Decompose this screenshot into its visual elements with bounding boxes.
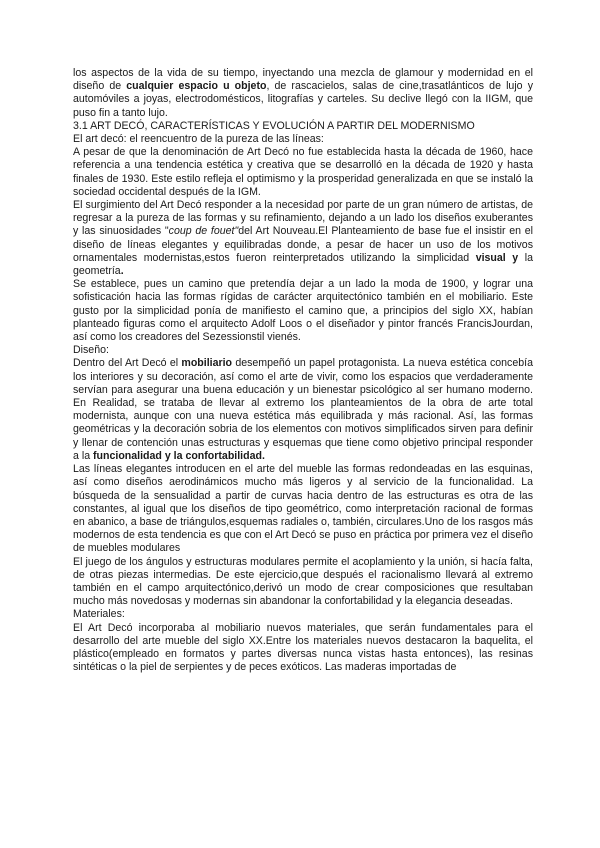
p2-bold-2: . (120, 265, 124, 278)
paragraph-4 (73, 357, 533, 463)
document-page (73, 67, 533, 674)
p2-text-2: del Art Nouveau.El Planteamiento de base fue el insistir en el diseño de líneas elegantes y equilibradas donde, a pesar de hacer un uso de los motivos ornamentales modernistas,estos fueron reinterpretados utilizando la simplicidad (73, 225, 533, 264)
intro-bold: cualquier espacio u objeto (126, 80, 267, 93)
intro-text-2: , de rascacielos, salas de cine,trasatlánticos de lujo y automóviles a joyas, electrodomésticos, litografías y carteles. Su declive llegó con la IIGM, que puso fin a tanto lujo. (73, 80, 533, 119)
paragraph-7: El Art Decó incorporaba al mobiliario nuevos materiales, que serán fundamentales para el desarrollo del arte mueble del siglo XX.Entre los materiales nuevos destacaron la baquelita, el plástico(empleado en formatos y partes diversas nunca vistas hasta entonces), las resinas sintéticas o la piel de serpientes y de peces exóticos. Las maderas importadas de (73, 621, 533, 674)
section-subtitle: El art decó: el reencuentro de la pureza de las líneas: (73, 133, 324, 146)
p4-bold-2: funcionalidad y la confortabilidad. (93, 449, 265, 462)
p4-bold-1: mobiliario (181, 357, 233, 370)
p4-text-1: Dentro del Art Decó el (73, 357, 182, 370)
p2-text-3: la geometría (73, 251, 533, 278)
p2-bold-1: visual y (475, 251, 519, 264)
paragraph-3: Se establece, pues un camino que pretendía dejar a un lado la moda de 1900, y lograr una sofisticación hacia las formas rígidas de carácter arquitectónico también en el mobiliario. Este gusto por la simplicidad ponía de manifiesto el camino que, a principios del siglo XX, habían planteado figuras como el arquitecto Adolf Loos o el diseñador y pintor francés FrancisJourdan, así como los creadores del Sezessionstil vienés. (73, 278, 533, 344)
intro-text-1: los aspectos de la vida de su tiempo, inyectando una mezcla de glamour y modernidad en el diseño de (73, 67, 533, 93)
paragraph-5: Las líneas elegantes introducen en el arte del mueble las formas redondeadas en las esquinas, así como diseños aerodinámicos mucho más ligeros y al servicio de la funcionalidad. La búsqueda de la sensualidad a partir de curvas hacia dentro de las estructuras es otra de las constantes, al igual que los diseños de tipo geométrico, como interpretación racional de formas en abanico, a base de triángulos,esquemas radiales o, también, circulares.Uno de los rasgos más modernos de esta tendencia es que con el Art Decó se puso en práctica por primera vez el diseño de muebles modulares (73, 463, 533, 555)
heading-diseno: Diseño: (73, 344, 109, 357)
p2-text-1: El surgimiento del Art Decó responder a la necesidad por parte de un gran número de artistas, de regresar a la pureza de las formas y su refinamiento, dejando a un lado los diseños exuberantes y las sinuosidades " (73, 199, 533, 238)
paragraph-1: A pesar de que la denominación de Art Decó no fue establecida hasta la década de 1960, hace referencia a una tendencia estética y creativa que se desarrolló en la década de 1920 y hasta finales de 1930. Este estilo refleja el optimismo y la prosperidad generalizada en que se instaló la sociedad occidental después de la IGM. (73, 146, 533, 198)
p4-text-2: desempeñó un papel protagonista. La nueva estética concebía los interiores y su decoración, así como el arte de vivir, como los espacios que verdaderamente servían para asegurar una buena educación y un bienestar psicológico al ser humano moderno. En Realidad, se trataba de llevar al extremo los planteamientos de la obra de arte total modernista, aunque con una nueva estética más equilibrada y más racional. Así, las formas geométricas y la decoración sobria de los elementos con motivos simplificados sirven para definir y llenar de contención unas estructuras y esquemas que tiene como objetivo principal responder a la (73, 357, 533, 462)
section-title: 3.1 ART DECÓ, CARACTERÍSTICAS Y EVOLUCIÓN A PARTIR DEL MODERNISMO (73, 119, 475, 132)
heading-materiales: Materiales: (73, 608, 125, 621)
paragraph-2 (73, 199, 533, 278)
p2-italic: coup de fouet" (168, 225, 239, 238)
paragraph-6: El juego de los ángulos y estructuras modulares permite el acoplamiento y la unión, si hacía falta, de otras piezas intermedias. De este ejercicio,que después el racionalismo llevará al extremo también en el campo arquitectónico,derivó un modo de crear composiciones que resultaban mucho más novedosas y modernas sin abandonar la confortabilidad y la elegancia deseadas. (73, 555, 533, 608)
intro-paragraph (73, 67, 533, 120)
